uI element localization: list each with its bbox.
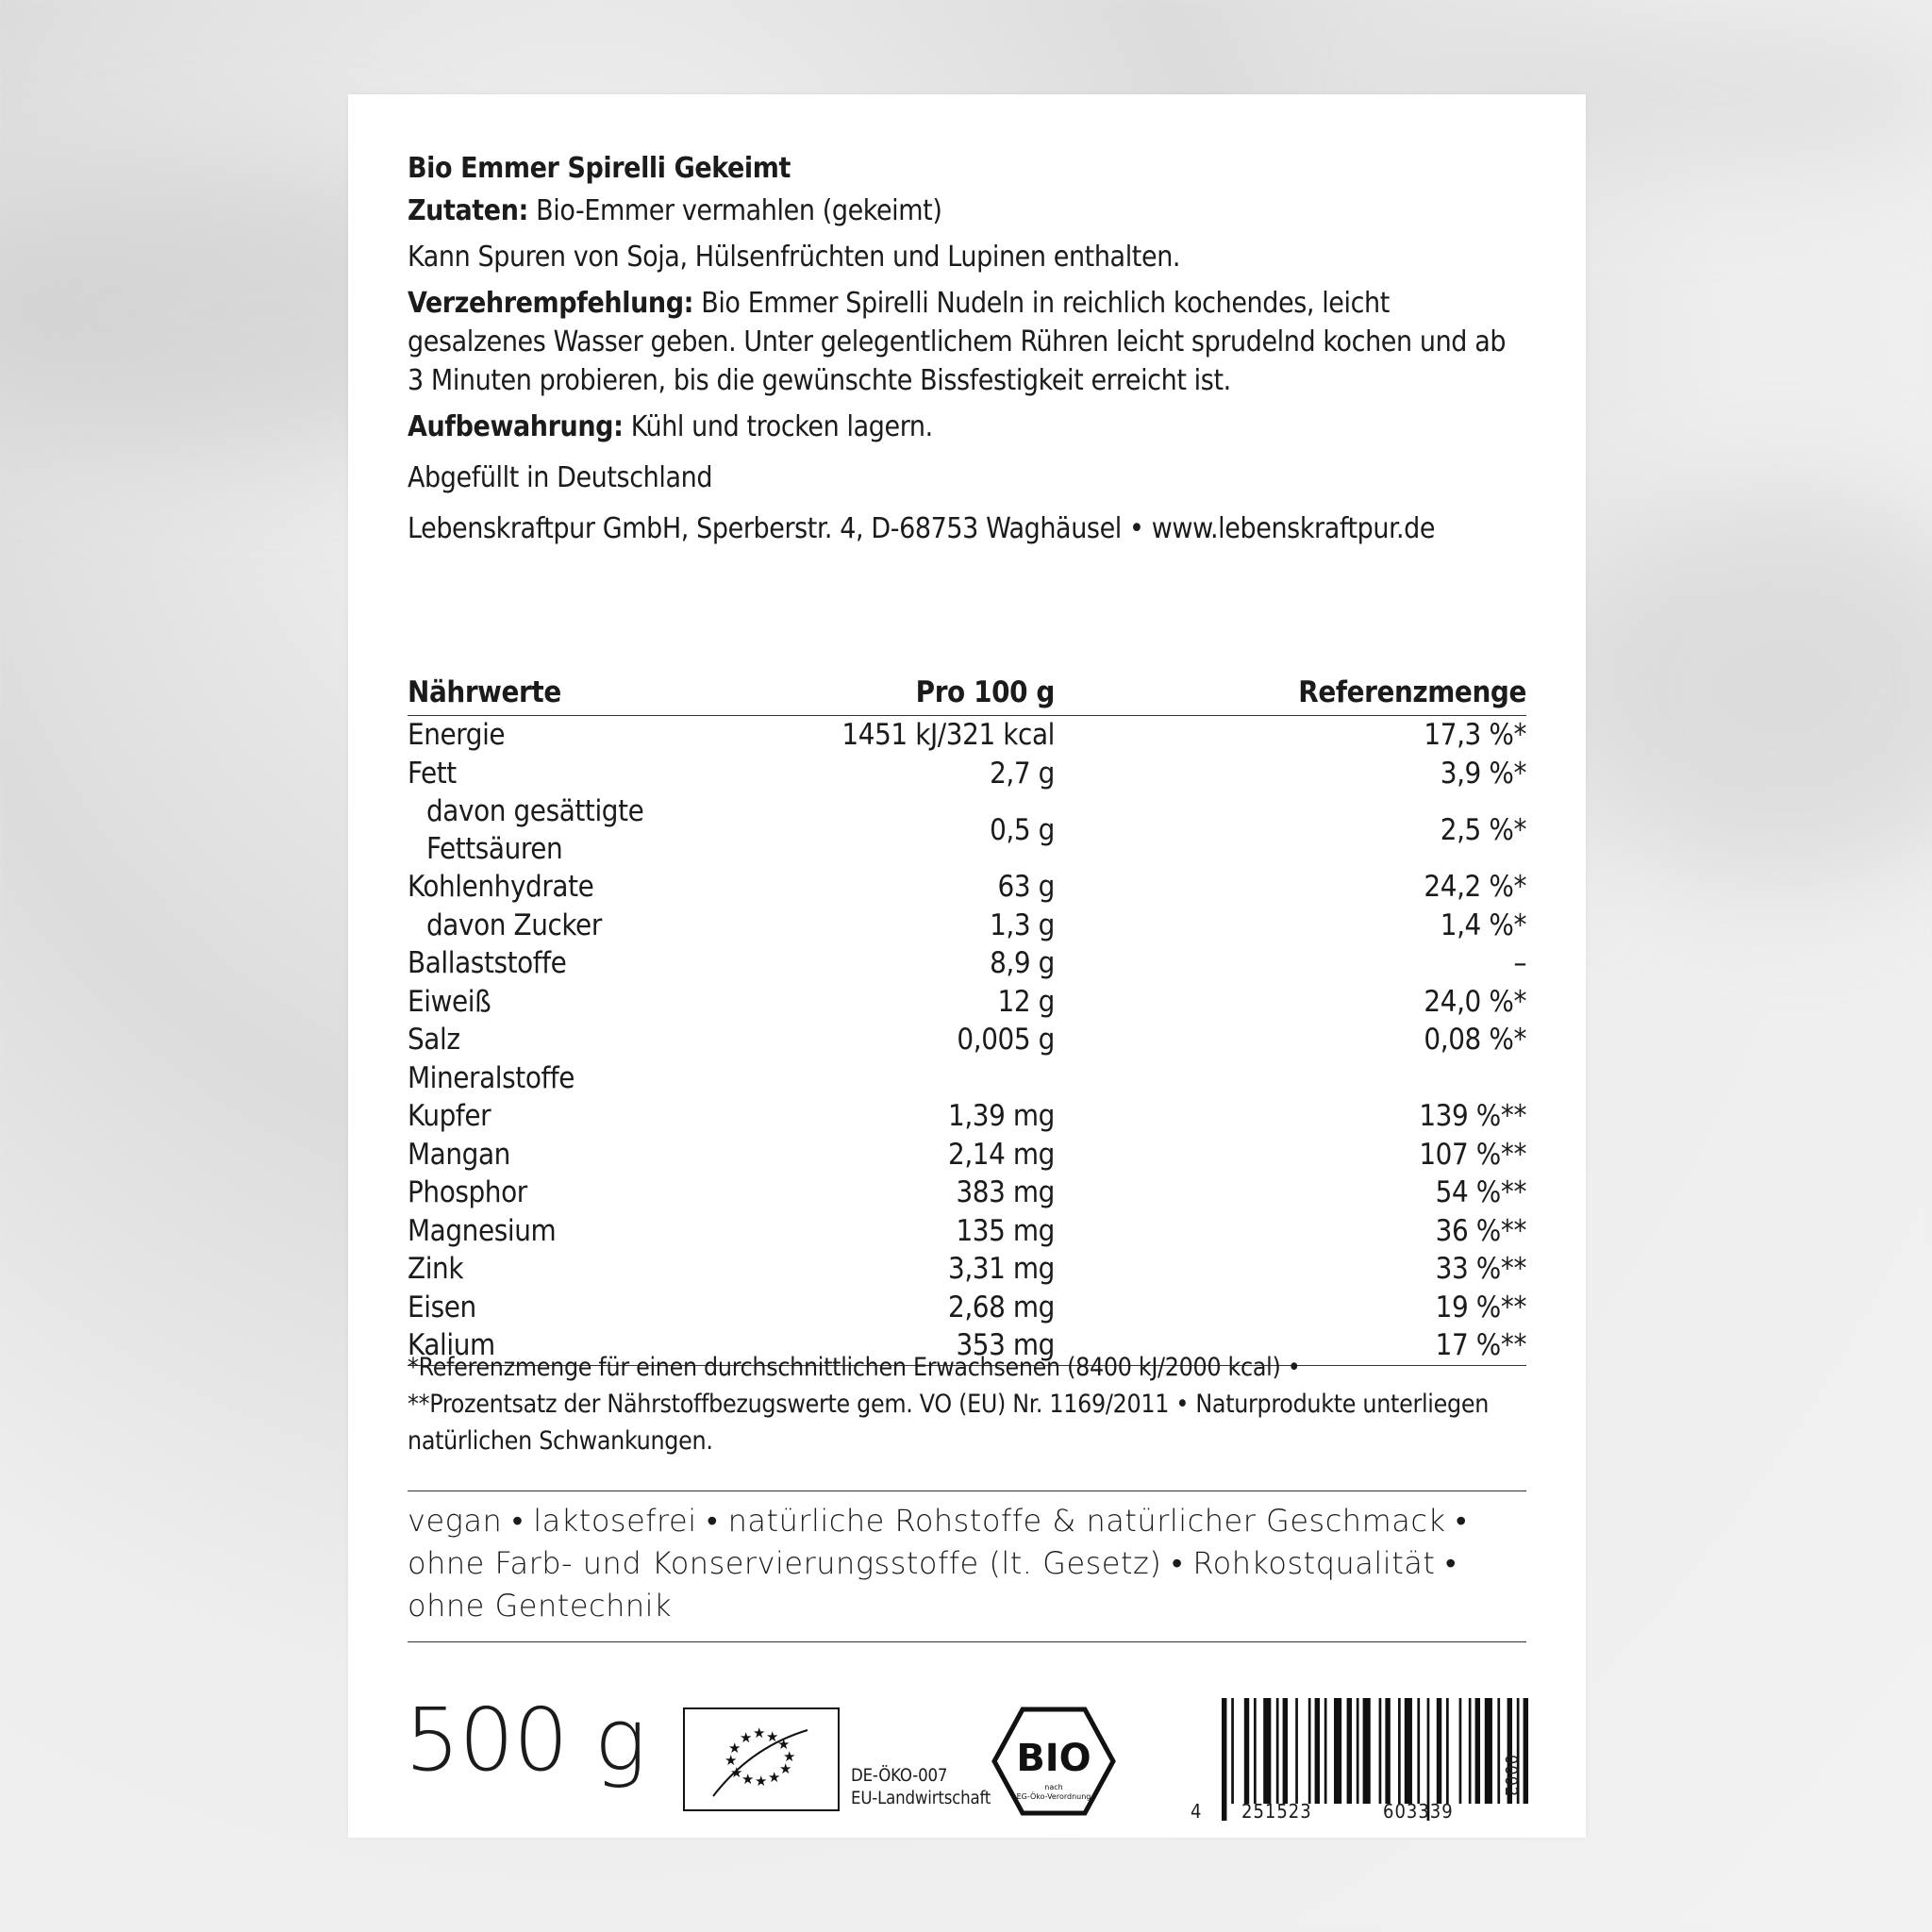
nutrition-name-cell: Phosphor — [408, 1175, 527, 1210]
storage-label: Aufbewahrung: — [408, 410, 624, 443]
eu-code-line: EU-Landwirtschaft — [851, 1789, 991, 1808]
nutrition-ref-cell: 54 %** — [1435, 1175, 1526, 1210]
barcode-digit-group: 603339 — [1383, 1800, 1454, 1823]
nutrition-value-cell — [762, 1059, 1055, 1098]
bio-seal-icon — [991, 1707, 1116, 1816]
recommendation — [408, 284, 1526, 400]
barcode-bar — [1437, 1698, 1441, 1804]
header-reference: Referenzmenge — [1055, 672, 1526, 716]
barcode-bar — [1385, 1698, 1390, 1804]
nutrition-ref-cell: 1,4 %* — [1440, 908, 1526, 942]
claims-line: ohne Farb- und Konservierungsstoffe (lt. Gesetz) • Rohkostqualität • — [408, 1545, 1457, 1581]
nutrition-name-cell: Zink — [408, 1252, 464, 1287]
table-row — [408, 1289, 1526, 1327]
nutrition-ref-cell: 24,2 %* — [1424, 870, 1526, 905]
nutrition-value-cell: 2,7 g — [990, 756, 1055, 791]
nutrition-ref-cell: 107 %** — [1419, 1137, 1526, 1172]
ingredients-label: Zutaten: — [408, 194, 528, 227]
table-row — [408, 944, 1526, 983]
barcode-side-code: 0002 — [1501, 1755, 1521, 1798]
nutrition-value-cell: 3,31 mg — [947, 1252, 1055, 1287]
nutrition-name-cell: davon gesättigte Fettsäuren — [426, 794, 644, 866]
nutrition-value-cell: 383 mg — [956, 1175, 1055, 1210]
svg-text:★: ★ — [766, 1728, 779, 1745]
barcode-bar — [1363, 1698, 1371, 1804]
table-row — [408, 868, 1526, 907]
nutrition-name-cell: Ballaststoffe — [408, 946, 567, 981]
traces-note: Kann Spuren von Soja, Hülsenfrüchten und Lupinen enthalten. — [408, 241, 1181, 274]
barcode-bar — [1315, 1698, 1320, 1804]
nutrition-name-cell: Magnesium — [408, 1213, 557, 1248]
nutrition-name-cell: Mineralstoffe — [408, 1060, 575, 1095]
table-row — [408, 983, 1526, 1022]
barcode-bar — [1295, 1698, 1298, 1804]
recommendation-label: Verzehrempfehlung: — [408, 287, 694, 320]
svg-text:★: ★ — [730, 1764, 743, 1781]
table-row — [408, 1212, 1526, 1251]
eu-organic-logo — [683, 1707, 840, 1811]
svg-text:★: ★ — [783, 1748, 796, 1765]
table-row — [408, 1250, 1526, 1289]
net-weight: 500 g — [405, 1690, 646, 1790]
barcode-bar — [1475, 1698, 1480, 1804]
nutrition-name-cell: Energie — [408, 718, 506, 753]
table-row — [408, 907, 1526, 945]
svg-text:★: ★ — [779, 1760, 792, 1777]
svg-text:★: ★ — [768, 1769, 781, 1786]
svg-text:★: ★ — [724, 1752, 738, 1769]
nutrition-name-cell: Mangan — [408, 1137, 510, 1172]
barcode-bar — [1405, 1698, 1412, 1804]
table-row — [408, 1136, 1526, 1174]
nutrition-name-cell: Salz — [408, 1023, 460, 1058]
product-info — [408, 149, 1526, 556]
storage — [408, 408, 1526, 446]
ingredients-text: Bio-Emmer vermahlen (gekeimt) — [536, 194, 942, 227]
recommendation-text: Bio Emmer Spirelli Nudeln in reichlich kochendes, leicht gesalzenes Wasser geben. Unter gelegentlichem Rühren leicht sprudelnd kochen und ab 3 Minuten probieren, bis die gewünschte Bissfestigkeit erreicht ist. — [408, 287, 1507, 397]
barcode-bar — [1283, 1698, 1288, 1804]
nutrition-ref-cell: 33 %** — [1435, 1252, 1526, 1287]
svg-text:★: ★ — [753, 1724, 766, 1741]
nutrition-value-cell: 63 g — [997, 870, 1055, 905]
nutrition-ref-cell: 139 %** — [1419, 1099, 1526, 1134]
table-row — [408, 1021, 1526, 1059]
nutrition-ref-cell: 0,08 %* — [1424, 1023, 1526, 1058]
table-row — [408, 716, 1526, 755]
barcode-bar — [1347, 1698, 1352, 1804]
eu-code-line: DE-ÖKO-007 — [851, 1766, 948, 1786]
svg-text:★: ★ — [741, 1771, 755, 1788]
bio-seal-sub: EG-Öko-Verordnung — [1016, 1792, 1091, 1801]
nutrition-header-row — [408, 672, 1526, 716]
footnote-nrv: **Prozentsatz der Nährstoffbezugswerte gem. VO (EU) Nr. 1169/2011 • Naturprodukte unterliegen natürlichen Schwankungen. — [408, 1390, 1490, 1456]
barcode-digit: 4 — [1191, 1800, 1203, 1823]
nutrition-name-cell: Kohlenhydrate — [408, 870, 594, 905]
barcode-bar — [1524, 1698, 1528, 1804]
barcode-bar — [1324, 1698, 1327, 1804]
divider — [408, 1641, 1526, 1642]
svg-text:★: ★ — [728, 1740, 741, 1757]
nutrition-value-cell: 353 mg — [762, 1326, 1055, 1365]
table-row — [408, 1174, 1526, 1212]
nutrition-value-cell: 0,5 g — [990, 813, 1055, 847]
product-label — [348, 94, 1586, 1838]
footnote-reference: *Referenzmenge für einen durchschnittlichen Erwachsenen (8400 kJ/2000 kcal) • — [408, 1353, 1301, 1382]
nutrition-name-cell: davon Zucker — [426, 908, 602, 942]
barcode-bar — [1263, 1698, 1271, 1804]
barcode-bar — [1254, 1698, 1257, 1804]
barcode-bar — [1308, 1698, 1311, 1804]
barcode-bar — [1417, 1698, 1420, 1804]
barcode-digit-group: 251523 — [1241, 1800, 1312, 1823]
svg-text:★: ★ — [755, 1773, 768, 1790]
nutrition-table — [408, 672, 1526, 1366]
nutrition-name-cell: Eisen — [408, 1290, 476, 1324]
barcode-bar — [1398, 1698, 1401, 1804]
nutrition-ref-cell: 17 %** — [1055, 1326, 1526, 1365]
svg-text:★: ★ — [740, 1729, 753, 1746]
nutrition-name-cell: Eiweiß — [408, 984, 491, 1019]
nutrition-value-cell: 2,14 mg — [947, 1137, 1055, 1172]
nutrition-value-cell: 0,005 g — [957, 1023, 1055, 1058]
barcode-bar — [1231, 1698, 1234, 1804]
nutrition-ref-cell: 24,0 %* — [1424, 984, 1526, 1019]
nutrition-value-cell: 12 g — [997, 984, 1055, 1019]
header-nutrient: Nährwerte — [408, 672, 762, 716]
barcode-digits — [1191, 1800, 1525, 1823]
nutrition-name-cell: Kalium — [408, 1326, 762, 1365]
barcode-bar — [1334, 1698, 1341, 1804]
product-claims — [408, 1500, 1526, 1627]
nutrition-value-cell: 1,3 g — [990, 908, 1055, 942]
barcode-bar — [1244, 1698, 1249, 1804]
product-title: Bio Emmer Spirelli Gekeimt — [408, 152, 791, 185]
nutrition-value-cell: 2,68 mg — [947, 1290, 1055, 1324]
footnotes — [408, 1349, 1526, 1459]
barcode-bar — [1469, 1698, 1472, 1804]
eu-control-code — [851, 1765, 991, 1810]
nutrition-ref-cell: 2,5 %* — [1440, 813, 1526, 847]
barcode-bar — [1446, 1698, 1449, 1804]
nutrition-ref-cell: 36 %** — [1435, 1213, 1526, 1248]
nutrition-value-cell: 8,9 g — [990, 946, 1055, 981]
nutrition-value-cell: 135 mg — [956, 1213, 1055, 1248]
table-row — [408, 755, 1526, 793]
claims-line: ohne Gentechnik — [408, 1588, 673, 1624]
bio-seal-sub: nach — [1044, 1783, 1063, 1791]
nutrition-ref-cell: 3,9 %* — [1440, 756, 1526, 791]
background-shadow — [1547, 491, 1932, 887]
eu-leaf-stars-icon — [685, 1709, 838, 1809]
ingredients — [408, 192, 1526, 230]
svg-text:★: ★ — [777, 1736, 791, 1753]
header-per-100g: Pro 100 g — [762, 672, 1055, 716]
nutrition-ref-cell: 17,3 %* — [1424, 718, 1526, 753]
storage-text: Kühl und trocken lagern. — [630, 410, 933, 443]
bio-seal-text: BIO — [1016, 1737, 1091, 1780]
nutrition-ref-cell: 19 %** — [1435, 1290, 1526, 1324]
nutrition-name-cell: Kupfer — [408, 1099, 491, 1134]
nutrition-name-cell: Fett — [408, 756, 457, 791]
company-address: Lebenskraftpur GmbH, Sperberstr. 4, D-68753 Waghäusel • www.lebenskraftpur.de — [408, 512, 1436, 545]
nutrition-value-cell: 1,39 mg — [947, 1099, 1055, 1134]
table-row — [408, 1097, 1526, 1136]
claims-line: vegan • laktosefrei • natürliche Rohstoffe & natürlicher Geschmack • — [408, 1503, 1467, 1539]
barcode-bar — [1357, 1698, 1359, 1804]
barcode-bar — [1379, 1698, 1382, 1804]
nutrition-rows — [408, 716, 1526, 1366]
nutrition-value-cell: 1451 kJ/321 kcal — [841, 718, 1055, 753]
origin-note: Abgefüllt in Deutschland — [408, 461, 713, 494]
barcode-bar — [1459, 1698, 1462, 1804]
table-row — [408, 1059, 1526, 1098]
nutrition-ref-cell — [1055, 1059, 1526, 1098]
nutrition-ref-cell: – — [1513, 946, 1526, 981]
barcode-bar — [1276, 1698, 1279, 1804]
barcode-bar — [1485, 1698, 1492, 1804]
barcode-bar — [1497, 1698, 1500, 1804]
table-row — [408, 792, 1526, 868]
